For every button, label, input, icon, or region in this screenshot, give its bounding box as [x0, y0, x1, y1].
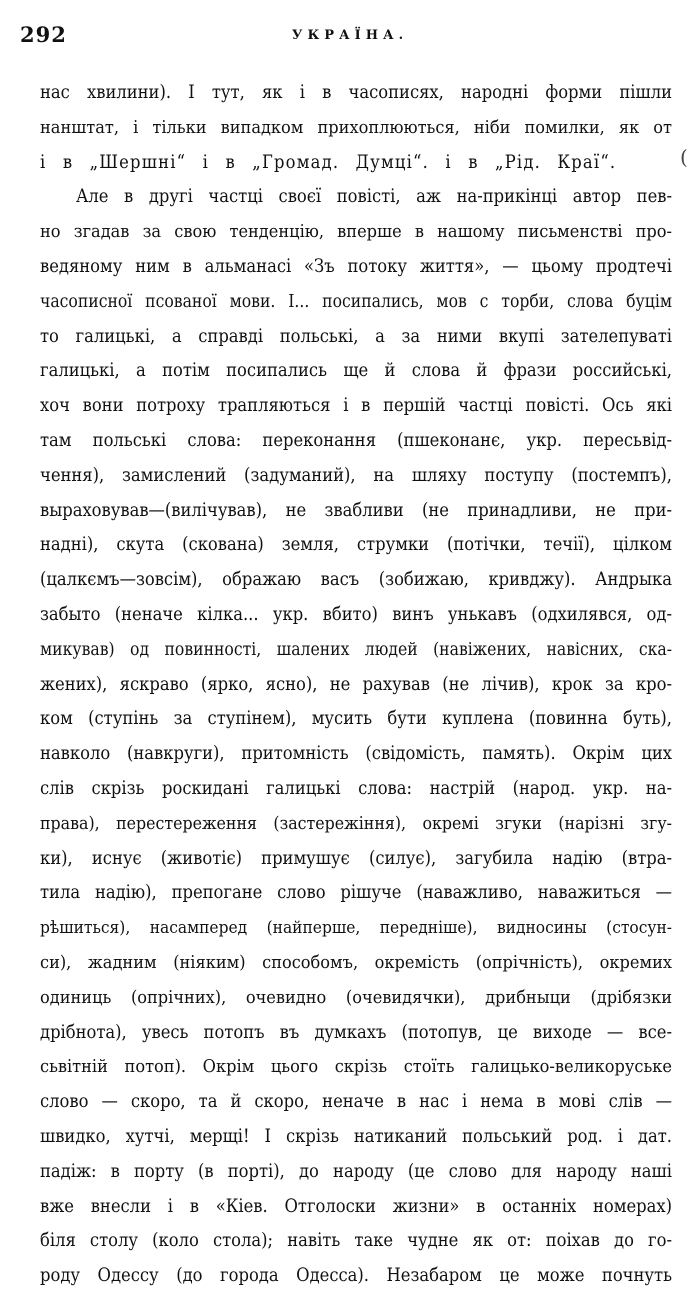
text-line: навколо (навкруги), притомність (свідомість, память). Окрім цих — [40, 743, 672, 765]
text-line: і в „Шершні“ і в „Громад. Думці“. і в „Рід. Краї“. — [40, 151, 617, 173]
text-line: роду Одессу (до города Одесса). Незабаром це може почнуть — [40, 1265, 672, 1287]
text-line: одиниць (опрічних), очевидно (очевидячки), дрибныци (дрібязки — [40, 986, 672, 1008]
text-line: там польські слова: переконання (пшеконанє, укр. пересьвід- — [40, 429, 672, 451]
text-line: надні), скута (скована) земля, струмки (потічки, течії), цілком — [40, 534, 672, 556]
text-line: ведяному ним в альманасі «Зъ потоку життя», — цьому продтечі — [40, 255, 672, 277]
text-line: швидко, хутчі, мерщі! І скрізь натиканий польський род. і дат. — [40, 1125, 672, 1147]
body-text — [40, 76, 672, 1294]
text-line: (цалкємъ—зовсім), ображаю васъ (зобижаю, кривджу). Андрыка — [40, 569, 672, 591]
text-line: галицькі, а потім посипались ще й слова й фрази российські, — [40, 360, 672, 382]
text-line: микував) од повинності, шалених людей (навіжених, навісних, ска- — [40, 639, 672, 660]
text-line: часописної псованої мови. І... посипались, мов с торби, слова буцім — [40, 291, 672, 312]
text-line: но згадав за свою тенденцію, вперше в нашому письменстві про- — [40, 221, 672, 243]
text-line: ки), иснує (животіє) примушує (силує), загубила надію (втра- — [40, 847, 672, 869]
text-line: забыто (неначе кілка... укр. вбито) винъ унькавъ (одхилявся, од- — [40, 603, 672, 625]
text-line: нас хвилини). І тут, як і в часописях, народні форми пішли — [40, 82, 672, 103]
text-line: тила надію), препогане слово рішуче (наважливо, наважиться — — [40, 882, 672, 904]
text-line: Але в другі частці своєї повісті, аж на-прикінці автор пев- — [76, 186, 672, 208]
text-line: то галицькі, а справді польські, а за ними вкупі зателепуваті — [40, 325, 672, 347]
text-line: слово — скоро, та й скоро, неначе в нас і нема в мові слів — — [40, 1091, 672, 1113]
page-number: 292 — [20, 22, 67, 47]
text-line: жених), яскраво (ярко, ясно), не рахував (не лічив), крок за кро- — [40, 673, 672, 695]
text-line: права), перестереження (застережіння), окремі згуки (нарізні згу- — [40, 813, 672, 834]
text-line: сьвітній потоп). Окрім цього скрізь стоїть галицько-великоруське — [40, 1056, 672, 1078]
text-line: вже внесли і в «Кіев. Отголоски жизни» в останніх номерах) — [40, 1195, 672, 1217]
text-line: ком (ступінь за ступінем), мусить бути куплена (повинна буть), — [40, 708, 672, 730]
text-line: рѣшиться), насамперед (найперше, передніше), видносины (стосун- — [40, 918, 672, 939]
margin-mark: ( — [680, 145, 688, 169]
text-line: слів скрізь роскидані галицькі слова: настрій (народ. укр. на- — [40, 777, 672, 799]
page-header — [18, 22, 682, 48]
text-line: падіж: в порту (в порті), до народу (це слово для народу наші — [40, 1160, 672, 1182]
text-line: си), жадним (ніяким) способомъ, окремість (опрічність), окремих — [40, 951, 672, 973]
text-line: выраховував—(вилічував), не звабливи (не принадливи, не при- — [40, 499, 672, 521]
text-line: чення), замислений (задуманий), на шляху поступу (постемпъ), — [40, 464, 672, 486]
text-line: хоч вони потроху трапляються і в першій частці повісті. Ось які — [40, 395, 672, 417]
text-line: біля столу (коло стола); навіть таке чудне як от: поіхав до го- — [40, 1230, 672, 1252]
text-line: дрібнота), увесь потопъ въ думкахъ (потопув, це виходе — все- — [40, 1021, 672, 1043]
text-line: нанштат, і тільки випадком прихоплюються, ніби помилки, як от — [40, 116, 672, 138]
running-title: УКРАЇНА. — [291, 28, 409, 43]
